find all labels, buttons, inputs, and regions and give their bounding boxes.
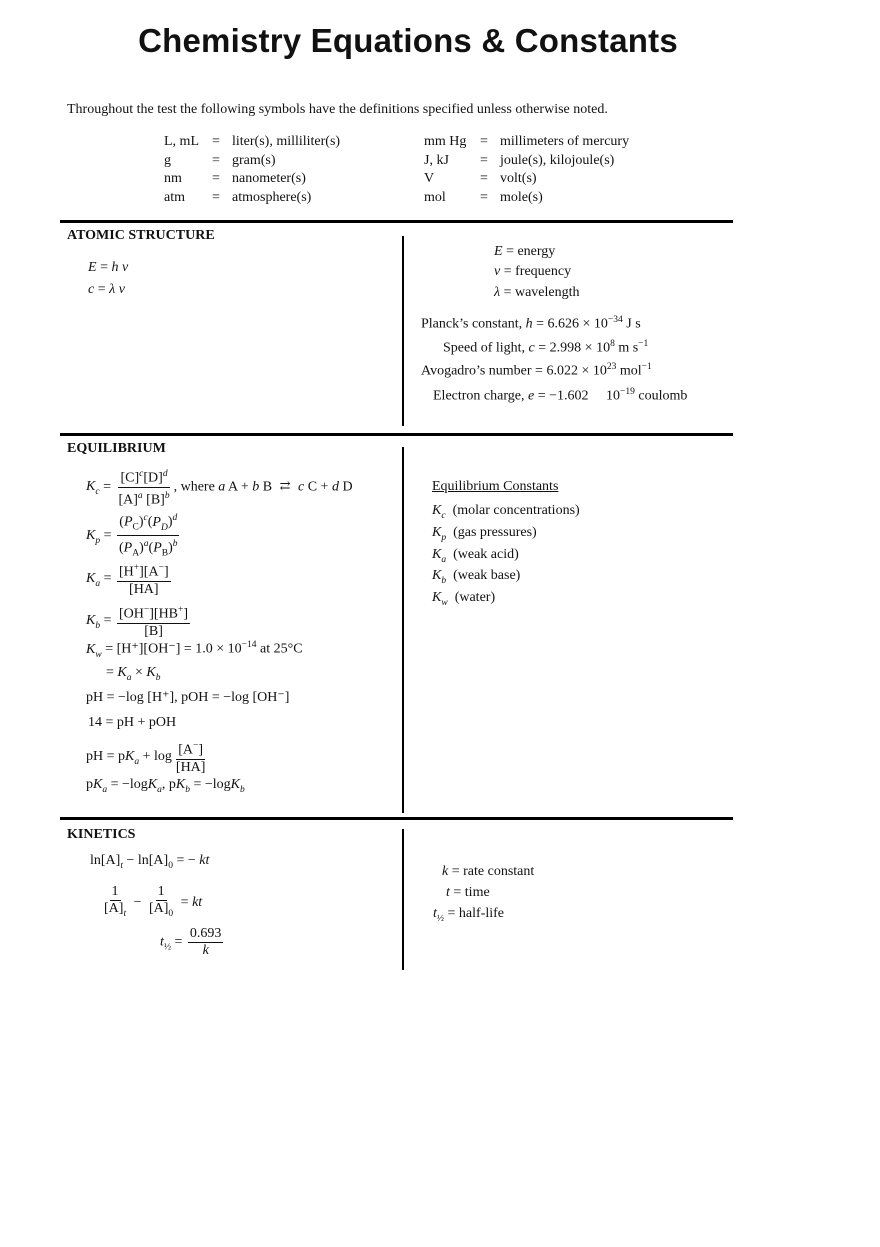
def-wavelength: λ = wavelength: [494, 285, 580, 300]
constant-kc: $K_c$ (molar concentrations): [432, 503, 580, 521]
symbol: atm: [164, 189, 185, 205]
definition: joule(s), kilojoule(s): [500, 152, 615, 168]
second-order-equation: $\frac{1}{[A]_t}$ − $\frac{1}{[A]_0}$ = kt: [104, 884, 203, 919]
energy-equation: E = h ν: [88, 260, 129, 275]
avogadro-number: Avogadro’s number = $6.022 \times 10^{23}$ mol$^{-1}$: [421, 362, 652, 379]
ka-equation: $K_a$ = $\frac{[H^+][A^-]}{[HA]}$: [86, 560, 173, 598]
equals: =: [212, 152, 220, 168]
symbol: mm Hg: [424, 134, 467, 149]
planck-constant: Planck’s constant, $h = 6.626 \times 10^{-34}$ J s: [421, 315, 641, 332]
column-divider: [402, 447, 404, 813]
def-rate-constant: k = rate constant: [442, 864, 535, 879]
column-divider: [402, 829, 404, 970]
speed-equation: c = λ ν: [88, 282, 125, 297]
symbols-left: [164, 133, 340, 207]
constants-title: Equilibrium Constants: [432, 479, 559, 494]
constant-kw: $K_w$ (water): [432, 590, 496, 608]
kinetics-heading: KINETICS: [67, 827, 136, 842]
constant-ka: $K_a$ (weak acid): [432, 547, 519, 565]
ph-sum-equation: 14 = pH + pOH: [88, 715, 177, 730]
column-divider: [402, 236, 404, 426]
equals: =: [480, 134, 488, 149]
def-energy: E = energy: [494, 244, 556, 259]
symbol-row: [164, 170, 340, 189]
speed-of-light: Speed of light, $c = 2.998 \times 10^8$ m $s^{-1}$: [443, 339, 649, 356]
first-order-equation: $\ln[A]_t - \ln[A]_0$ = − kt: [90, 853, 210, 871]
equals: =: [480, 189, 488, 205]
definition: millimeters of mercury: [500, 134, 630, 149]
symbol: L, mL: [164, 134, 199, 149]
def-time: t = time: [446, 885, 490, 900]
definition: atmosphere(s): [232, 189, 312, 205]
definition: mole(s): [500, 189, 543, 205]
definition: liter(s), milliliter(s): [232, 134, 341, 149]
equals: =: [480, 152, 488, 168]
equals: =: [212, 189, 220, 205]
equals: =: [480, 171, 488, 186]
equals: =: [212, 134, 220, 149]
symbol: mol: [424, 189, 446, 205]
kb-equation: $K_b$ = $\frac{[OH^-][HB^+]}{[B]}$: [86, 602, 192, 640]
kp-equation: $K_p$ = $\frac{(P_C)^c(P_D)^d}{(P_A)^a(P_B)^b}$: [86, 510, 182, 562]
henderson-equation: pH = $pK_a + \log$ $\frac{[A^-]}{[HA]}$: [86, 738, 209, 776]
symbol-row: [424, 170, 629, 189]
symbol: V: [424, 171, 435, 186]
electron-charge: Electron charge, e = −1.602 $10^{-19}$ coulomb: [433, 387, 688, 404]
symbol: J, kJ: [424, 152, 449, 168]
def-frequency: ν = frequency: [494, 264, 572, 279]
constant-kb: $K_b$ (weak base): [432, 568, 521, 586]
kw-product: = $K_a \times K_b$: [106, 665, 161, 683]
symbol-row: [164, 189, 340, 208]
definition: nanometer(s): [232, 171, 306, 186]
definition: volt(s): [500, 171, 537, 186]
page-title: Chemistry Equations & Constants: [138, 22, 678, 59]
symbol-row: [164, 152, 340, 171]
symbol: g: [164, 152, 171, 168]
symbol-row: [164, 133, 340, 152]
equals: =: [212, 171, 220, 186]
ph-equation: pH = −log [H⁺], pOH = −log [OH⁻]: [86, 690, 290, 705]
definition: gram(s): [232, 152, 276, 168]
intro-text: Throughout the test the following symbols have the definitions specified unless otherwise noted.: [67, 102, 608, 117]
symbols-right: [424, 133, 629, 207]
pka-equation: $pK_a = -\log K_a$, $pK_b = -\log K_b$: [86, 777, 245, 795]
symbol-row: [424, 152, 629, 171]
symbol: nm: [164, 171, 182, 186]
atomic-heading: ATOMIC STRUCTURE: [67, 228, 215, 243]
half-life-equation: $t_{\frac{1}{2}}$ = $\frac{0.693}{k}$: [160, 926, 222, 958]
section-divider: [60, 433, 733, 436]
kc-equation: $K_c$ = $\frac{[C]^c[D]^d}{[A]^a [B]^b}$ , where a A + b B ⇄ c C + d D: [86, 466, 353, 508]
kw-equation: $K_w = [H^+][OH^-] = 1.0 \times 10^{-14}$ at 25°C: [86, 640, 303, 660]
equilibrium-heading: EQUILIBRIUM: [67, 441, 166, 456]
symbol-row: [424, 133, 629, 152]
section-divider: [60, 220, 733, 223]
def-half-life: $t_{\frac{1}{2}}$ = half-life: [433, 906, 505, 924]
constant-kp: $K_p$ (gas pressures): [432, 525, 537, 543]
symbol-row: [424, 189, 629, 208]
section-divider: [60, 817, 733, 820]
